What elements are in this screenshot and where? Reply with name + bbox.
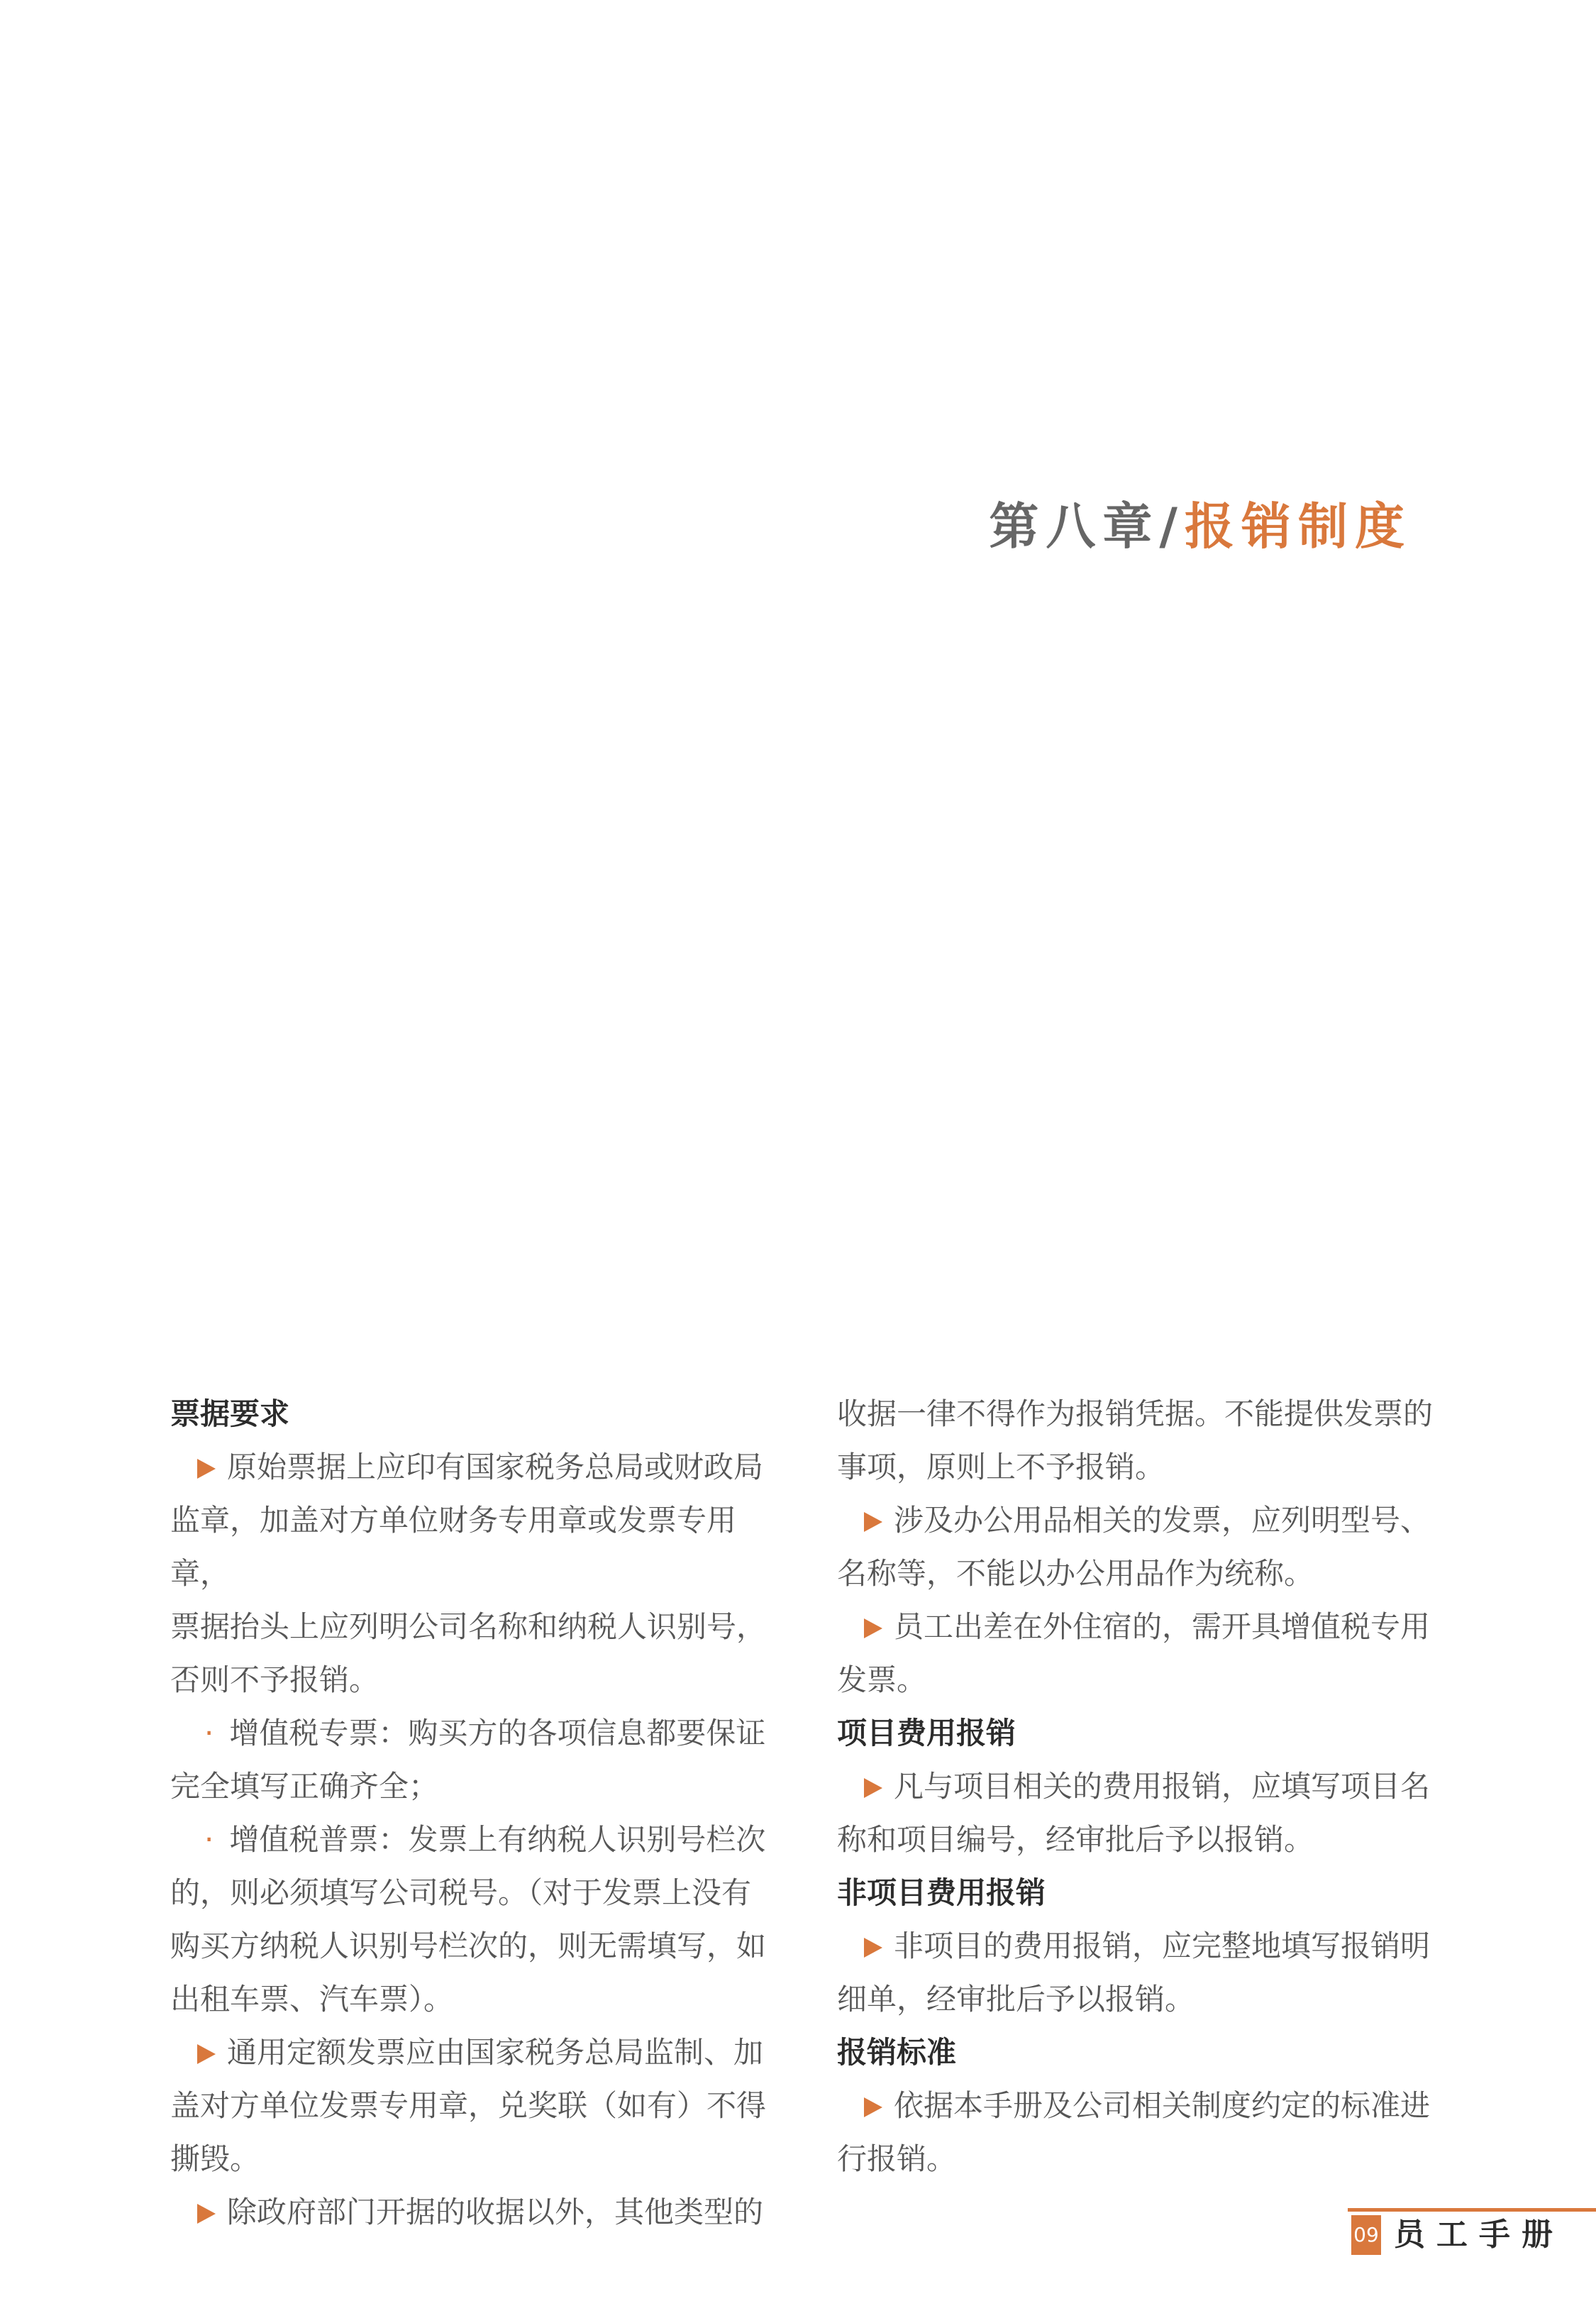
paragraph-line: 事项，原则上不予报销。 xyxy=(837,1450,1165,1484)
chapter-separator: / xyxy=(1159,497,1185,556)
paragraph-line: 称和项目编号，经审批后予以报销。 xyxy=(837,1822,1314,1857)
paragraph-line: 的，则必须填写公司税号。（对于发票上没有 xyxy=(170,1875,752,1910)
paragraph: 除政府部门开据的收据以外，其他类型的 xyxy=(170,2185,780,2239)
section-heading-reimbursement-standard: 报销标准 xyxy=(837,2035,957,2070)
paragraph-line: 完全填写正确齐全； xyxy=(170,1769,439,1804)
paragraph-line: 监章，加盖对方单位财务专用章或发票专用章， xyxy=(170,1503,737,1591)
paragraph-line: 票据抬头上应列明公司名称和纳税人识别号， xyxy=(170,1609,767,1644)
paragraph-line: 收据一律不得作为报销凭据。不能提供发票的 xyxy=(837,1396,1434,1431)
paragraph: 非项目的费用报销，应完整地填写报销明 xyxy=(837,1919,1447,1973)
triangle-bullet-icon xyxy=(864,1938,882,1958)
chapter-number: 第八章 xyxy=(989,497,1160,556)
triangle-bullet-icon xyxy=(197,2204,216,2224)
dot-bullet-icon: · xyxy=(204,1822,214,1857)
paragraph-line: 发票。 xyxy=(837,1662,927,1697)
triangle-bullet-icon xyxy=(864,2097,882,2117)
triangle-bullet-icon xyxy=(197,2044,216,2064)
page-number: 09 xyxy=(1351,2215,1381,2255)
paragraph-line: 撕毁。 xyxy=(170,2141,260,2176)
triangle-bullet-icon xyxy=(864,1778,882,1798)
sub-item: · 增值税专票：购买方的各项信息都要保证 xyxy=(204,1716,766,1750)
triangle-bullet-icon xyxy=(864,1618,882,1638)
right-column xyxy=(837,1387,1447,2185)
chapter-title xyxy=(989,497,1412,556)
paragraph-line: 细单，经审批后予以报销。 xyxy=(837,1982,1195,2017)
section-heading-invoice-requirements: 票据要求 xyxy=(170,1396,290,1431)
paragraph: 原始票据上应印有国家税务总局或财政局 xyxy=(170,1440,780,1494)
chapter-name: 报销制度 xyxy=(1185,497,1412,556)
section-heading-non-project-expense: 非项目费用报销 xyxy=(837,1875,1046,1910)
triangle-bullet-icon xyxy=(197,1459,216,1479)
paragraph-line: 否则不予报销。 xyxy=(170,1662,379,1697)
left-column xyxy=(170,1387,780,2239)
paragraph-line: 购买方纳税人识别号栏次的，则无需填写，如 xyxy=(170,1929,767,1963)
paragraph-line: 名称等，不能以办公用品作为统称。 xyxy=(837,1556,1314,1591)
dot-bullet-icon: · xyxy=(204,1716,214,1750)
triangle-bullet-icon xyxy=(864,1512,882,1532)
footer-title: 员工手册 xyxy=(1394,2217,1564,2253)
paragraph-line: 出租车票、汽车票）。 xyxy=(170,1982,454,2017)
sub-item: · 增值税普票：发票上有纳税人识别号栏次 xyxy=(204,1822,766,1857)
paragraph: 凡与项目相关的费用报销，应填写项目名 xyxy=(837,1760,1447,1813)
footer-rule xyxy=(1348,2208,1596,2212)
paragraph: 通用定额发票应由国家税务总局监制、加 xyxy=(170,2026,780,2079)
paragraph-line: 盖对方单位发票专用章，兑奖联（如有）不得 xyxy=(170,2088,767,2123)
paragraph: 涉及办公用品相关的发票，应列明型号、 xyxy=(837,1494,1447,1547)
section-heading-project-expense: 项目费用报销 xyxy=(837,1716,1016,1750)
paragraph: 员工出差在外住宿的，需开具增值税专用 xyxy=(837,1600,1447,1653)
paragraph: 依据本手册及公司相关制度约定的标准进 xyxy=(837,2079,1447,2132)
paragraph-line: 行报销。 xyxy=(837,2141,957,2176)
